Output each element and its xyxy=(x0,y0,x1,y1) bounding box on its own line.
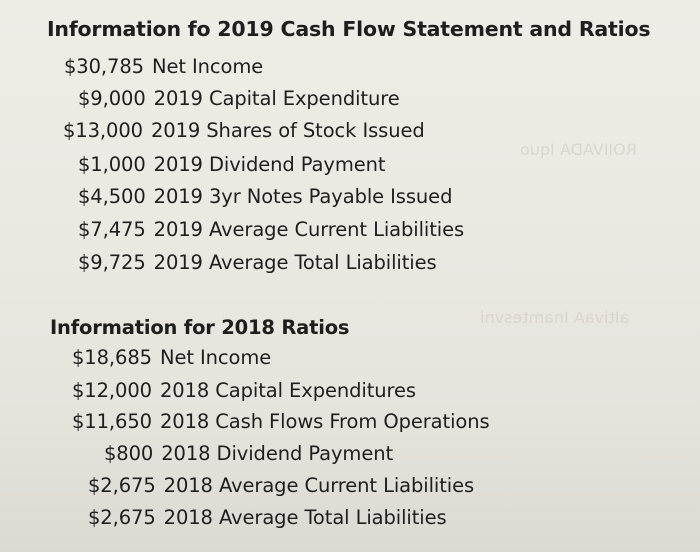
amount: $9,000 xyxy=(78,87,146,110)
amount: $11,650 xyxy=(72,410,152,433)
item-label: 2019 Average Current Liabilities xyxy=(153,218,465,241)
list-item xyxy=(78,87,400,110)
item-label: 2018 Average Total Liabilities xyxy=(163,506,447,529)
amount: $9,725 xyxy=(78,251,146,274)
list-item xyxy=(72,410,490,433)
section-title-2019: Information fo 2019 Cash Flow Statement and Ratios xyxy=(47,17,651,41)
list-item xyxy=(64,55,263,78)
amount: $7,475 xyxy=(78,218,146,241)
list-item xyxy=(88,506,447,529)
item-label: 2018 Cash Flows From Operations xyxy=(159,410,490,433)
item-label: 2019 Shares of Stock Issued xyxy=(150,119,425,142)
amount: $13,000 xyxy=(63,119,143,142)
amount: $800 xyxy=(104,442,154,465)
amount: $30,785 xyxy=(64,55,144,78)
item-label: 2019 Capital Expenditure xyxy=(153,87,400,110)
item-label: 2019 Average Total Liabilities xyxy=(153,251,437,274)
item-label: Net Income xyxy=(151,55,264,78)
list-item xyxy=(78,251,437,274)
bleed-through-mark: ROIIVADA Iquo xyxy=(520,140,637,159)
list-item xyxy=(78,153,385,176)
amount: $4,500 xyxy=(78,185,146,208)
item-label: Net Income xyxy=(159,346,272,369)
item-label: 2018 Capital Expenditures xyxy=(159,379,416,402)
item-label: 2018 Dividend Payment xyxy=(161,442,394,465)
amount: $2,675 xyxy=(88,506,156,529)
amount: $2,675 xyxy=(88,474,156,497)
list-item xyxy=(88,474,474,497)
list-item xyxy=(104,442,393,465)
amount: $18,685 xyxy=(72,346,152,369)
list-item xyxy=(78,218,464,241)
amount: $12,000 xyxy=(72,379,152,402)
section-title-2018: Information for 2018 Ratios xyxy=(50,316,350,339)
list-item xyxy=(72,379,416,402)
item-label: 2019 Dividend Payment xyxy=(153,153,386,176)
item-label: 2018 Average Current Liabilities xyxy=(163,474,475,497)
bleed-through-mark: aItivaA Inamtesvni xyxy=(480,308,630,327)
list-item xyxy=(72,346,271,369)
list-item xyxy=(78,185,452,208)
list-item xyxy=(63,119,425,142)
item-label: 2019 3yr Notes Payable Issued xyxy=(153,185,453,208)
amount: $1,000 xyxy=(78,153,146,176)
